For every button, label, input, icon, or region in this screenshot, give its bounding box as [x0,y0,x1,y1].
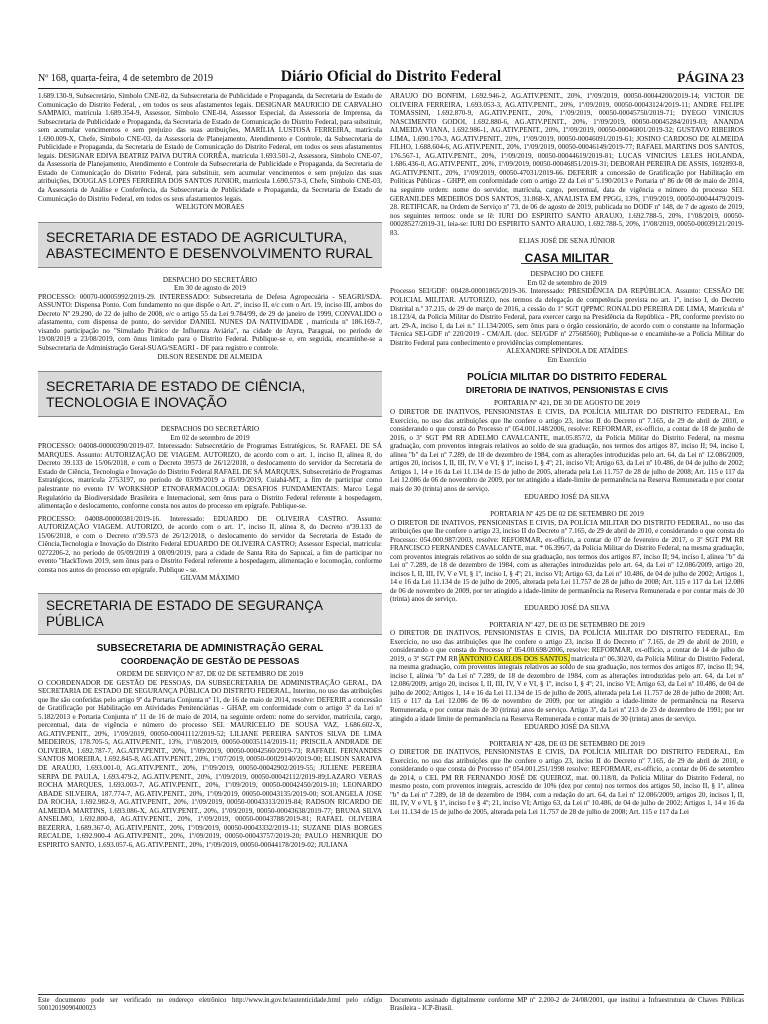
footer-verification: Este documento pode ser verificado no endereço eletrônico http://www.in.gov.br/autenticidade.html pelo código 50012019090400023 [38,997,382,1013]
policia-militar-title: POLÍCIA MILITAR DO DISTRITO FEDERAL [467,372,667,384]
portaria-signature: EDUARDO JOSÉ DA SILVA [524,493,610,502]
ordem-servico-text: O COORDENADOR DE GESTÃO DE PESSOAS, DA SUBSECRETARIA DE ADMINISTRAÇÃO GERAL, DA SECRETARIA DE ESTADO DE SEGURANÇA PÚBLICA DO DISTRITO FEDERAL, Interino, no uso das atribuições que lhe são conferidas pelo artigo 9º da Portaria Conjunta nº 11, de 16 de maio de 2014, resolve: DEFERIR a concessão de Gratificação por Habilitação em Atividades Penitenciárias - GHAP, em conformidade com o artigo 3º da Lei nº 5.182/2013 e Portaria Conjunta nº 11 de 16 de maio de 2014, na seguinte ordem: nome do servidor, matrícula, cargo, percentual, data de vigência e número do processo SEI. MAURICELIO DE SOUSA VAZ, 1.686.602-X, AG.ATIV.PENIT., 20%, 1º/09/2019, 00050-00041112/2019-52; LILIANE PEREIRA SANTOS SILVA DE LIMA MEDEIROS, 178.705-5, AG.ATIV.PENIT., 13%, 1º/08/2019, 00050-00035114/2019-11; PRISCILA ANDRADE DE OLIVEIRA, 1.692.787-7, AG.ATIV.PENIT., 20%, 1º/09/2019, 00050-00042560/2019-73; RAFFAEL FERNANDES SANTOS MOREIRA, 1.692.845-8, AG.ATIV.PENIT., 20%, 1º/07/2019, 00050-00029140/2019-00; ELISON SARAIVA DE ARAUJO, 1.693.001-0, AG.ATIV.PENIT., 20%, 1º/09/2019, 00050-00042902/2019-55; JULIENE PEREIRA SERPA DE PAULA, 1.693.479-2, AG.ATIV.PENIT., 20%, 1º/09/2019, 00050-00042112/2019-89;LAZARO VERAS ROCHA MARQUES, 1.693.003-7, AG.ATIV.PENIT., 20%, 1º/09/2019, 00050-00042450/2019-10; LEONARDO ABADE SILVEIRA, 187.774-7, AG.ATIV.PENIT., 20%, 1º/09/2019, 00050-00043135/2019-00; SOLANGELA JOSE DA ROCHA, 1.692.982-9, AG.ATIV.PENIT., 20%, 1º/09/2019, 00050-00043313/2019-84; RADSON RICARDO DE ALMEIDA MARTINS, 1.693.086-X, AG.ATIV.PENIT., 20%, 1º/09/2019, 00050-00043638/2019-77; BRUNA SILVA ANSELMO, 1.692.800-8, AG.ATIV.PENIT., 20%, 1º/09/2019, 00050-00043788/2019-81; RAFAEL OLIVEIRA BEZERRA, 1.689.367-0, AG.ATIV.PENIT., 20%, 1º/09/2019, 00050-00043332/2019-11; SUZANE DIAS BORGES RECALDE, 1.692.900-4 AG.ATIV.PENIT., 20%, 1º/09/2019, 00050-00043757/2019-20; PAULO HENRIQUE DO ESPIRITO SANTO, 1.693.057-6, AG.ATIV.PENIT., 20%, 1º/09/2019, 00050-00044178/2019-02; JULIANA [38,678,382,849]
despacho-paragraph: PROCESSO: 04008-00000390/2019-07. Interessado: Subsecretário de Programas Estratégicos, Sr. RAFAEL DE SÁ MARQUES. Assunto: AUTORIZAÇÃO DE VIAGEM. AUTORIZO, de acordo com o art. 1, inciso II, alínea 8, do Decreto 39.133 de 15/06/2018, e com o Decreto 39573 de 26/12/2018, o deslocamento do servidor da Secretaria de Estado de Ciência, Tecnologia e Inovação do Distrito Federal RAFAEL DE SÁ MARQUES, Subsecretário de Programas Estratégicos, matrícula 2753197, no período de 03/09/2019 a 05/09/2019, Cuiabá-MT, a fim de participar como palestrante no evento IV WORKSHOP ETNOFARMACOLOGIA: DESAFIOS FUNDAMENTAIS: Marco Legal Regulatório da Biodiversidade Brasileira e Internacional, sem ônus para o Distrito Federal referente à hospedagem, alimentação e deslocamento, conforme consta nos autos do processo em epígrafe. Publique-se. [38,442,382,511]
subsecretaria-title: SUBSECRETARIA DE ADMINISTRAÇÃO GERAL [96,642,324,654]
portaria-text: O DIRETOR DE INATIVOS, PENSIONISTAS E CIVIS, DA POLÍCIA MILITAR DO DISTRITO FEDERAL, Em Exercício, no uso das atribuições que lhe confere o artigo 23, inciso II do Decreto nº 7.165, de 29 de abril de 2010, e considerando o que consta do Processo nº 054.001.148/2006, resolve: REFORMAR, ex-officio, a contar de 18 de junho de 2016, o 3º SGT PM RR ADELMO CAVALCANTE, mat.05.857/2, da Polícia Militar do Distrito Federal, na mesma graduação, com proventos integrais relativos ao soldo de sua graduação, nos termos dos artigos 87, inciso II; 94, inciso I, alínea "b" da Lei nº 7.289, de 18 de dezembro de 1984, com as alterações introduzidas pelo art. 64, da Lei nº 12.086/2009, artigos 20, incisos I, II, III, IV, V e VI, § 1º, inciso I, § 4º; 21, inciso VI; Artigo 63, da Lei nº 10.486, de 04 de julho de 2002; Artigos 1, 14 e 16 da Lei 11.134 de 15 de julho de 2005, alterada pela Lei 11.757 de 28 de julho de 2008; Art. 115 e 117 da Lei 12.086 de 06 de novembro de 2009, por ter atingido a idade-limite de permanência na Reserva Remunerada e por contar mais de 30 (trinta) anos de serviço. [390,407,744,493]
page-header [38,64,744,86]
despachos-title: DESPACHOS DO SECRETÁRIO [160,425,260,434]
intro-text: 1.689.130-9, Subsecretário, Símbolo CNE-02, da Subsecretaria de Publicidade e Propaganda, da Secretaria de Estado de Comunicação do Distrito Federal, , em todos os seus afastamentos legais. DESIGNAR MAURICIO DE CARVALHO SAMPAIO, matrícula 1.689.354-9, Assessor, Símbolo CNE-04, Assessor Especial, da Assessoria de Imprensa, da Subsecretaria de Publicidade e Propaganda, da Secretaria de Estado de Comunicação do Distrito Federal, para substituir, sem acumular vencimentos e sem prejuízo das suas atribuições, MARÍLIA LUSTOSA FERREIRA, matrícula 1.690.009-X, Chefe, Símbolo CNE-03, da Assessoria de Planejamento, Atendimento e Controle, da Subsecretaria de Publicidade e Propaganda, da Secretaria de Estado de Comunicação do Distrito Federal, em todos os seus afastamentos legais. DESIGNAR EDIVA BEATRIZ PAIVA DUTRA CORRÊA, matrícula 1.693.501-2, Assessora, Símbolo CNE-07, da Assessoria de Planejamento, Atendimento e Controle da Subsecretaria de Publicidade e Propaganda, da Secretaria de Estado de Comunicação do Distrito Federal, para substituir, sem acumular vencimentos e sem prejuízo das suas atribuições, DOUGLAS LOPES FERREIRA DOS SANTOS JUNIOR, matrícula 1.690.573-3, Chefe, Símbolo CNE-03, da Assessoria de Análise e Conferência, da Subsecretaria de Publicidade e Propaganda, da Secretaria de Estado de Comunicação do Distrito Federal, em todos os seus afastamentos legais. [38,92,382,203]
portaria-text: O DIRETOR DE INATIVOS, PENSIONISTAS E CIVIS, DA POLÍCIA MILITAR DO DISTRITO FEDERAL, Em Exercício, no uso das atribuições que lhe confere o artigo 23, inciso II do Decreto nº 7.165, de 29 de abril de 2010, e considerando o que consta do Processo nº 054.00.698/2006, resolve: REFORMAR, ex-officio, a contar de 14 de julho de 2019, o 3º SGT PM RR ANTONIO CARLOS DOS SANTOS, matrícula nº 06.302/0, da Polícia Militar do Distrito Federal, na mesma graduação, com proventos integrais relativos ao soldo de sua graduação, nos termos dos artigos 87, inciso II; 94, inciso I, alínea "b" da Lei nº 7.289, de 18 de dezembro de 1984, com as alterações introduzidas pelo art. 64, da Lei nº 12.086/2009, artigo 20, incisos I, II, III, IV, V e VI, § 1º, inciso I, § 4º; 21, inciso VI; Artigo 63, da Lei nº 10.486, de 04 de julho de 2002; Artigos 1, 14 e 16 da Lei 11.134 de 15 de julho de 2005, alterada pela Lei 11.757 de 28 de julho de 2008; Art. 115 e 117 da Lei 12.086 de 06 de novembro de 2009, por ter atingido a idade-limite de permanência na Reserva Remunerada, e por contar mais de 30 (trinta) anos de serviço. Artigo 3º, da Lei nº 213 de 23 de dezembro de 1991; por ter atingido a idade limite de permanência na Reserva Remunerada e contar mais de 30 (trinta) anos de serviço. [390,629,744,723]
despacho-title: DESPACHO DO SECRETÁRIO [162,275,258,284]
section-banner-seguranca: SECRETARIA DE ESTADO DE SEGURANÇA PÚBLICA [38,593,382,635]
portaria-title: PORTARIA Nº 428, DE 03 DE SETEMBRO DE 2019 [489,739,645,748]
continuation-text: ARAUJO DO BONFIM, 1.692.946-2, AG.ATIV.PENIT., 20%, 1º/09/2019, 00050-00044200/2019-14; VICTOR DE OLIVEIRA FERREIRA, 1.693.053-3, AG.ATIV.PENIT., 20%, 1º/09/2019, 00050-00043124/2019-11; ANDRE FELIPE TOMASSINI, 1.692.870-9, AG.ATIV.PENIT., 20%, 1º/09/2019, 00050-00045750/2019-71; DYEGO VINICIUS NASCIMENTO GODOI, 1.692.880-6, AG.ATIV.PENIT., 20%, 1º/09/2019, 00050-00045284/2019-03; ANANDA ALMEIDA VIANA, 1.692.986-1, AG.ATIV.PENIT., 20%, 1º/09/2019, 00050-00046001/2019-32; GUSTAVO RIBEIROS LIMA, 1.690.170-3, AG.ATIV.PENIT., 20%, 1º/09/2019, 00050-00046091/2019-61; JOSINO CARDOSO DE ALMEIDA FILHO, 1.688.604-6, AG.ATIV.PENIT., 20%, 1º/09/2019, 00050-00046149/2019-77; RAFAEL MARTINS DOS SANTOS, 176.567-1, AG.ATIV.PENIT., 20%, 1º/09/2019, 00050-00044619/2019-81; LUCAS VINICIUS LELES HOLANDA, 1.686.436-0, AG.ATIV.PENIT., 20%, 1º/09/2019, 00050-00046851/2019-31; DEBORAH PEREIRA DE ASSIS, 1692893-8, AG.ATIV.PENIT., 20%, 1º/09/2019, 00050-47031/2019-66. DEFERIR a concessão de Gratificação por Habilitação em Políticas Públicas - GHPP, em conformidade com o artigo 22 da Lei nº 5.190/2013 e Portaria nº 86 de 08 de maio de 2014, na seguinte ordem: nome do servidor, matrícula, cargo, percentual, data de vigência e número do processo SEI. GERANILDES MEDEIROS DOS SANTOS, 31.868-X, ANALISTA EM PPGG, 13%, 1º/09/2019, 00050-00044479/2019-28. RETIFICAR, na Ordem de Serviço nº 73, de 06 de agosto de 2019, publicada no DODF nº 148, de 7 de agosto de 2019, nos seguintes termos: onde se lê: IURI DO ESPIRITO SANTO ARAUJO, 1.692.788-5, 20%, 1º/08/2019, 00050- 00028527/2019-31, leia-se: IURI DO ESPIRITO SANTO ARAUJO, 1.692.788-5, 20%, 1º/08/2019, 00050-00039121/2019-83. [390,92,744,237]
chefe-signature-role: Em Exercício [547,355,587,364]
casa-militar-heading: CASA MILITAR [390,254,744,265]
issue-info: Nº 168, quarta-feira, 4 de setembro de 2019 [38,73,213,84]
intro-signature: WELIGTON MORAES [175,203,245,212]
despacho-signature: DILSON RESENDE DE ALMEIDA [157,352,263,361]
header-divider [38,88,744,89]
chefe-despacho-title: DESPACHO DO CHEFE [530,270,604,279]
chefe-despacho-date: Em 02 de setembro de 2019 [527,278,607,287]
despachos-signature: GILVAM MÁXIMO [180,574,240,583]
section-banner-agricultura: SECRETARIA DE ESTADO DE AGRICULTURA, ABASTECIMENTO E DESENVOLVIMENTO RURAL [38,222,382,268]
newspaper-title: Diário Oficial do Distrito Federal [280,68,502,85]
footer-divider [38,994,744,995]
despacho-date: Em 30 de agosto de 2019 [174,284,246,293]
page-number: PÁGINA 23 [677,70,744,85]
chefe-despacho-text: Processo SEI/GDF: 00428-00001865/2019-36. Interessado: PRESIDÊNCIA DA REPÚBLICA. Assunto: CESSÃO DE POLICIAL MILITAR. AUTORIZO, nos termos da delegação de competência prevista no art. 1º, inciso I, do Decreto Distrital n.º 37.215, de 29 de março de 2016, a cessão do 1º SGT QPPMC RONALDO PEREIRA DE LIMA, Matrícula nº 18.123/4, da Polícia Militar do Distrito Federal, para exercer cargo na Presidência da República - PR, conforme previsto no art. 29-A, inciso I, da Lei n.º 11.134/2005, sem ônus para o órgão cessionário, de acordo com o constante na Informação Técnica SEI-GDF nº 220/2019 - CM/AJL (doc. SEI/GDF nº 27568560); Publique-se e encaminhe-se a Polícia Militar do Distrito Federal para conhecimento e providências complementares. [390,287,744,347]
section-banner-ciencia: SECRETARIA DE ESTADO DE CIÊNCIA, TECNOLOGIA E INOVAÇÃO [38,371,382,417]
coordenacao-title: COORDENAÇÃO DE GESTÃO DE PESSOAS [120,655,300,666]
highlighted-name: ANTONIO CARLOS DOS SANTOS, [459,654,570,663]
footer-signature-note: Documento assinado digitalmente conforme MP nº 2.200-2 de 24/08/2001, que institui a Infraestrutura de Chaves Públicas Brasileira - ICP-Brasil. [390,997,744,1013]
ordem-servico-title: ORDEM DE SERVIÇO Nº 87, DE 02 DE SETEMBRO DE 2019 [116,669,304,678]
portaria-signature: EDUARDO JOSÉ DA SILVA [524,723,610,732]
portaria-title: PORTARIA Nº 421, DE 30 DE AGOSTO DE 2019 [494,399,640,408]
despacho-paragraph: PROCESSO: 04008-00000381/2019-16. Interessado: EDUARDO DE OLIVEIRA CASTRO. Assunto: AUTORIZAÇÃO VIAGEM. AUTORIZO, de acordo com o art. 1º, inciso II, alínea 8, do Decreto nº39.133 de 15/06/2018, e com o Decreto nº39.573 de 26/12/2018, o deslocamento do servidor da Secretaria de Estado de Ciência,Tecnologia e Inovação do Distrito Federal EDUARDO DE OLIVEIRA CASTRO; Assessor Especial, matrícula: 0272206-2, no período de 05/09/2019 à 08/09/2019, para a cidade de Santa Rita do Sapucaí, a fim de participar no evento "HackTown 2019, sem ônus para o Distrito Federal referente a hospedagem, alimentação e locomoção, conforme consta nos autos do processo em epígrafe. Publique - se. [38,514,382,574]
despacho-text: PROCESSO: 00070-00005992/2019-29. INTERESSADO: Subsecretaria de Defesa Agropecuária - SEAGRI/SDA. ASSUNTO: Dispensa Ponto. Com fundamento no que dispõe o Art. 2º, inciso II, e/c com o Art. 19, inciso III, ambos do Decreto Nº 29.290, de 22 de julho de 2008, e/c o artigo 55 da Lei 9.784/99, de 29 de janeiro de 1999, CONVALIDO o afastamento, com dispensa de ponto, do servidor DANIEL NUNES DA NATIVIDADE , matrícula nº 186.169-7, visando participação no "Simulado Prático de Influenza Aviária", na cidade de Atyra, Paraguai, no período de 19/08/2019 a 23/08/2019, com ônus limitado para o Distrito Federal. Publique-se e, em seguida, encaminhe-se a Subsecretaria de Administração Geral-SUAG/SEAGRI - DF para registro e controle. [38,292,382,353]
right-column [390,92,744,817]
continuation-signature: ELIAS JOSÉ DE SENA JÚNIOR [518,237,616,246]
portaria-text: O DIRETOR DE INATIVOS, PENSIONISTAS E CIVIS, DA POLÍCIA MILITAR DO DISTRITO FEDERAL, Em Exercício, no uso das atribuições que lhe confere o artigo 23, inciso II do Decreto nº 7.165, de 29 de abril de 2010, e considerando o que consta do Processo nº 054.001.251/1998 resolve: REFORMAR, ex-officio, a contar de 06 de setembro de 2014, o CEL PM RR FERNANDO JOSÉ DE QUEIROZ, mat. 00.118/8, da Polícia Militar do Distrito Federal, no mesmo posto, com proventos integrais, acrescido de 10% (dez por cento) nos termos dos artigos 50, inciso II, § 1º, alínea "b" da Lei nº 7.289, de 18 de dezembro de 1984, com a redação do art. 64, da Lei nº 12.086/2009, artigos 20, incisos I, II, III, IV, V e VI, § 1º, inciso I e § 4º; 21, inciso VI; Artigo 63, da Lei nº 10.486, de 04 de julho de 2002; Artigos 1, 14 e 16 da Lei 11.134 de 15 de julho de 2005, alterada pela Lei 11.757 de 28 de julho de 2008; Art. 115 e 117 da Lei [390,748,744,817]
portaria-title: PORTARIA Nº 425 DE 02 DE SETEMBRO DE 2019 [490,509,644,518]
portaria-signature: EDUARDO JOSÉ DA SILVA [524,603,610,612]
diretoria-title: DIRETORIA DE INATIVOS, PENSIONISTAS E CIVIS [465,385,669,396]
chefe-signature: ALEXANDRE SPÍNDOLA DE ATAÍDES [506,347,628,356]
portaria-text: O DIRETOR DE INATIVOS, PENSIONISTAS E CIVIS, DA POLÍCIA MILITAR DO DISTRITO FEDERAL, no uso das atribuições que lhe confere o artigo 23, inciso II do Decreto nº 7.165, de 29 de abril de 2010, e considerando o que consta do Processo: 054.000.987/2003, resolve: REFORMAR, ex-officio, a contar de 07 de fevereiro de 2017, o 3º SGT PM RR FRANCISCO FERNANDES CAVALCANTE, mat. * 06.396/7, da Polícia Militar do Distrito Federal, na mesma graduação, com proventos integrais relativos ao soldo de sua graduação, nos termos dos artigos 87, inciso II; 94, inciso I, alínea "b" da Lei nº 7.289, de 18 de dezembro de 1984, com as alterações introduzidas pelo art. 64, da Lei nº 12.086/2009, artigo 20, incisos I, II, III, IV, V e VI, § 1º, inciso I, § 4º; 21, inciso VI; Artigo 63, da Lei nº 10.486, de 04 de julho de 2002; Artigos 1, 14 e 16 da Lei 11.134 de 15 de julho de 2005, alterada pela Lei 11.757 de 28 de julho de 2008; Art. 115 e 117 da Lei 12.086 de 06 de novembro de 2009, por ter atingido a idade-limite de permanência na Reserva Remunerada e por contar mais de 30 (trinta) anos de serviço. [390,518,744,604]
portaria-title: PORTARIA Nº 427, DE 03 DE SETEMBRO DE 2019 [489,620,645,629]
left-column [38,92,382,849]
despachos-date: Em 02 de setembro de 2019 [170,433,250,442]
